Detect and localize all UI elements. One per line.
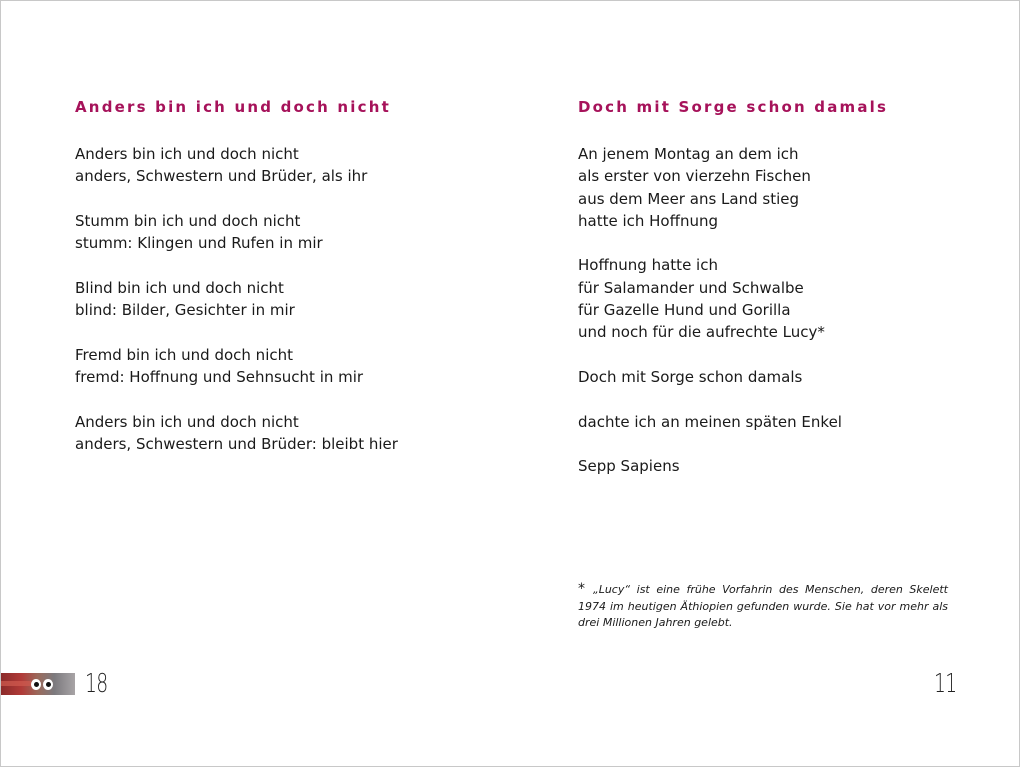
poem-body bbox=[75, 143, 398, 477]
stanza bbox=[578, 411, 842, 433]
stanza bbox=[75, 277, 398, 322]
illustration-thumbnail bbox=[1, 673, 75, 695]
verse-line: Fremd bin ich und doch nicht bbox=[75, 345, 293, 364]
stanza bbox=[578, 366, 842, 388]
verse-line: hatte ich Hoffnung bbox=[578, 211, 718, 230]
verse-line: und noch für die aufrechte Lucy* bbox=[578, 323, 825, 342]
verse-line: blind: Bilder, Gesichter in mir bbox=[75, 301, 295, 320]
verse-line: anders, Schwestern und Brüder: bleibt hier bbox=[75, 434, 398, 453]
verse-line: stumm: Klingen und Rufen in mir bbox=[75, 234, 323, 253]
verse-line: dachte ich an meinen späten Enkel bbox=[578, 412, 842, 431]
verse-line: für Gazelle Hund und Gorilla bbox=[578, 301, 791, 320]
page-number: 18 bbox=[85, 669, 108, 699]
thumbnail-streak bbox=[1, 681, 31, 686]
verse-line: An jenem Montag an dem ich bbox=[578, 145, 799, 163]
footnote-text: „Lucy“ ist eine frühe Vorfahrin des Menschen, deren Skelett 1974 im heutigen Äthiopien gefunden wurde. Sie hat vor mehr als drei Millionen Jahren gelebt. bbox=[578, 583, 948, 629]
verse-line: fremd: Hoffnung und Sehnsucht in mir bbox=[75, 367, 364, 386]
stanza bbox=[75, 411, 398, 456]
poem-title: Doch mit Sorge schon damals bbox=[578, 98, 889, 116]
left-page bbox=[1, 1, 510, 766]
verse-line: Doch mit Sorge schon damals bbox=[578, 367, 803, 386]
footnote bbox=[578, 581, 948, 632]
verse-line: Stumm bin ich und doch nicht bbox=[75, 211, 301, 230]
stanza bbox=[578, 455, 842, 477]
verse-line: Anders bin ich und doch nicht bbox=[75, 145, 299, 163]
right-page bbox=[510, 1, 1019, 766]
poem-title: Anders bin ich und doch nicht bbox=[75, 98, 391, 116]
author-line: Sepp Sapiens bbox=[578, 457, 680, 476]
eye-icon bbox=[31, 679, 41, 690]
stanza bbox=[578, 143, 842, 232]
verse-line: als erster von vierzehn Fischen bbox=[578, 167, 811, 186]
verse-line: Hoffnung hatte ich bbox=[578, 256, 718, 275]
verse-line: Blind bin ich und doch nicht bbox=[75, 278, 284, 297]
stanza bbox=[578, 254, 842, 343]
verse-line: für Salamander und Schwalbe bbox=[578, 278, 804, 297]
eye-icon bbox=[43, 679, 53, 690]
stanza bbox=[75, 344, 398, 389]
verse-line: Anders bin ich und doch nicht bbox=[75, 412, 299, 431]
poem-body bbox=[578, 143, 842, 500]
verse-line: aus dem Meer ans Land stieg bbox=[578, 189, 799, 208]
stanza bbox=[75, 143, 398, 188]
verse-line: anders, Schwestern und Brüder, als ihr bbox=[75, 167, 368, 186]
footnote-marker: * bbox=[578, 581, 585, 597]
page-number: 11 bbox=[934, 669, 957, 699]
stanza bbox=[75, 210, 398, 255]
